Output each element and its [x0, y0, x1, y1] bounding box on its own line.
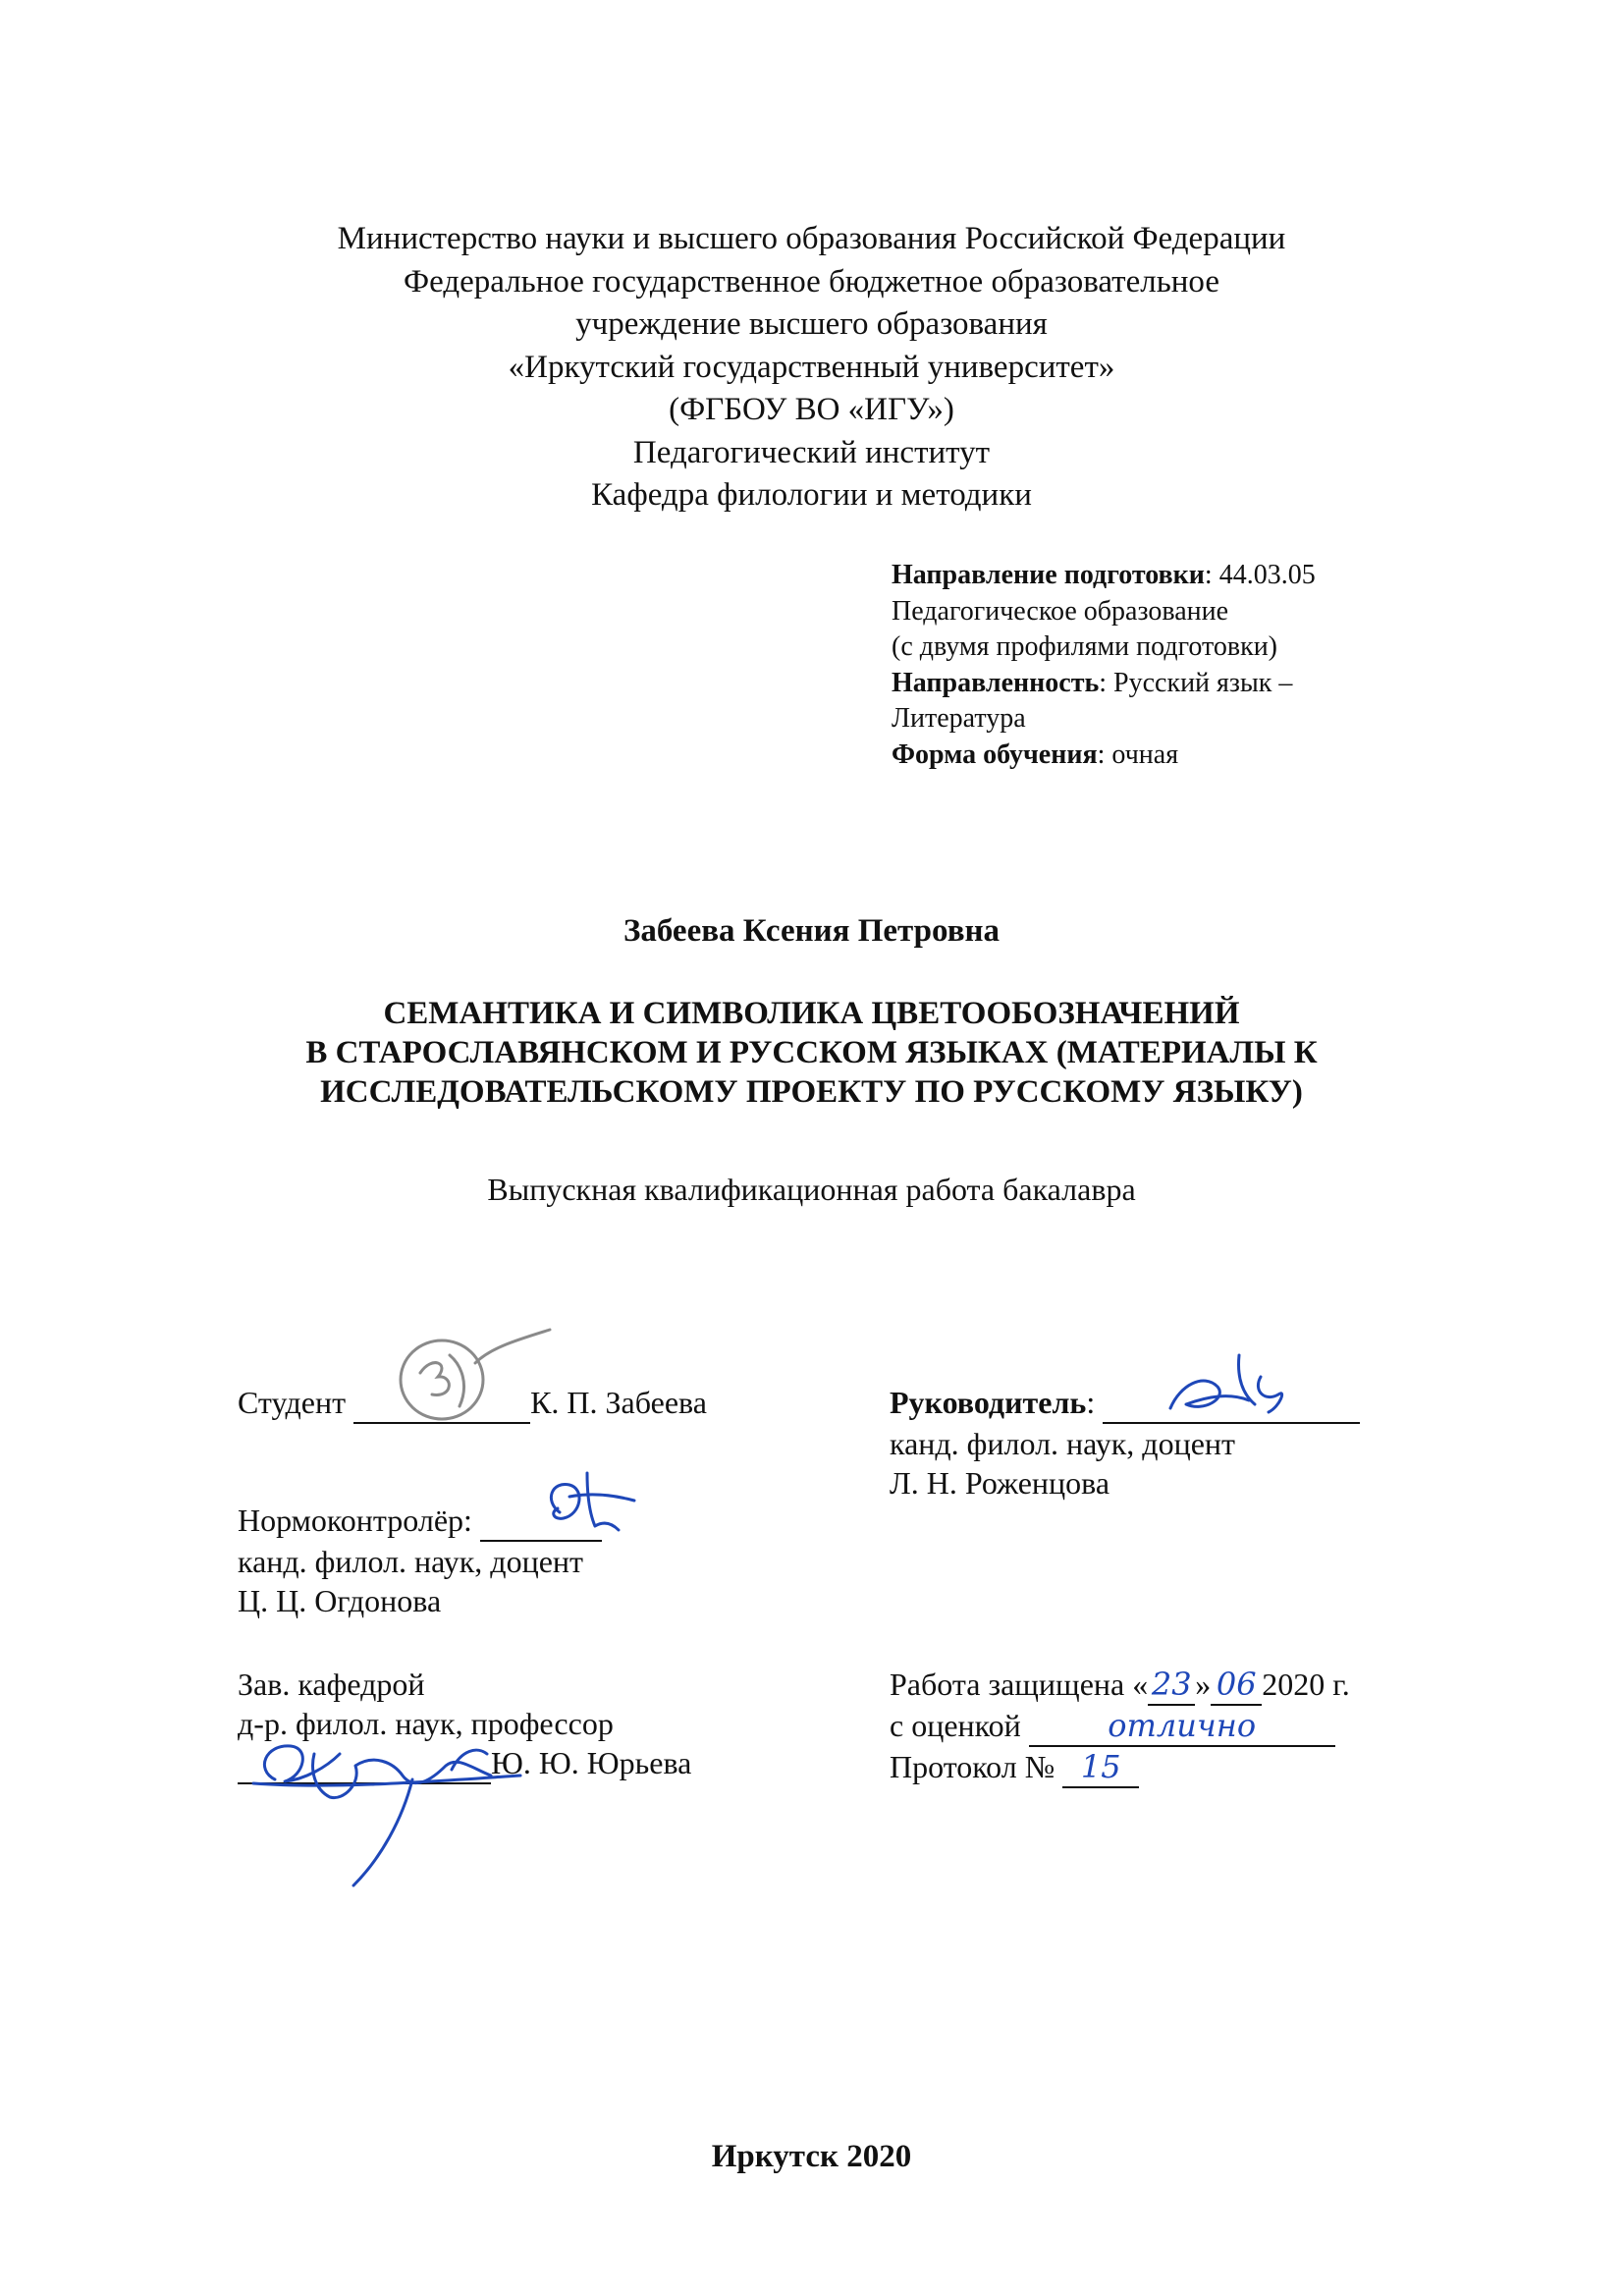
head-name: Ю. Ю. Юрьева — [491, 1745, 692, 1780]
header-line-abbrev: (ФГБОУ ВО «ИГУ») — [669, 392, 954, 427]
supervisor-signature-stroke — [1170, 1355, 1282, 1412]
form-line — [892, 738, 1316, 774]
supervisor-signature — [1159, 1347, 1316, 1426]
defense-grade-line — [890, 1706, 1350, 1747]
head-signature — [245, 1711, 530, 1887]
work-type: Выпускная квалификационная работа бакалавра — [487, 1172, 1136, 1207]
student-signature-loop — [401, 1340, 483, 1419]
focus-value: : Русский язык – — [1099, 667, 1293, 698]
supervisor-colon: : — [1086, 1385, 1096, 1420]
direction-value: : 44.03.05 — [1204, 560, 1316, 590]
title-line-2: В СТАРОСЛАВЯНСКОМ И РУССКОМ ЯЗЫКАХ (МАТЕРИАЛЫ К — [305, 1035, 1318, 1070]
student-label: Студент — [238, 1385, 347, 1420]
author-name: Забеева Ксения Петровна — [622, 913, 1001, 949]
focus-line — [892, 666, 1316, 702]
student-signature — [381, 1316, 568, 1434]
direction-line-2: Педагогическое образование — [892, 595, 1229, 627]
head-signature-stroke — [253, 1746, 520, 1886]
institution-header — [0, 218, 1623, 518]
header-line-university: «Иркутский государственный университет» — [508, 349, 1115, 385]
defense-block — [890, 1665, 1350, 1788]
defense-middle: » — [1195, 1667, 1212, 1702]
header-line-institute: Педагогический институт — [632, 434, 991, 470]
supervisor-label: Руководитель — [890, 1385, 1087, 1420]
defense-month: 06 — [1211, 1665, 1262, 1706]
study-info — [892, 558, 1316, 773]
defense-day: 23 — [1148, 1665, 1195, 1706]
normcontrol-name: Ц. Ц. Огдонова — [238, 1583, 442, 1618]
normcontrol-label: Нормоконтролёр: — [238, 1503, 472, 1538]
focus-line-2: Литература — [892, 703, 1026, 734]
defense-protocol-number: 15 — [1062, 1747, 1139, 1788]
direction-label: Направление подготовки — [892, 560, 1205, 590]
header-line-institution-type: учреждение высшего образования — [575, 306, 1048, 342]
header-line-institution: Федеральное государственное бюджетное образовательное — [404, 263, 1219, 300]
head-degree: д-р. филол. наук, профессор — [238, 1706, 614, 1741]
supervisor-name: Л. Н. Роженцова — [890, 1465, 1110, 1501]
form-label: Форма обучения — [892, 738, 1098, 770]
normcontrol-degree: канд. филол. наук, доцент — [238, 1544, 584, 1579]
defense-protocol-line — [890, 1747, 1350, 1788]
head-label: Зав. кафедрой — [238, 1667, 425, 1702]
direction-line — [892, 558, 1316, 594]
defense-date-line — [890, 1665, 1350, 1706]
title-line-1: СЕМАНТИКА И СИМВОЛИКА ЦВЕТООБОЗНАЧЕНИЙ — [383, 996, 1240, 1031]
defense-grade: отлично — [1029, 1706, 1335, 1747]
student-name: К. П. Забеева — [530, 1385, 707, 1420]
normcontrol-signature — [530, 1471, 658, 1550]
defense-text-before: Работа защищена « — [890, 1667, 1149, 1702]
normcontrol-signature-stroke — [551, 1473, 634, 1530]
defense-year: 2020 г. — [1262, 1667, 1350, 1702]
header-line-department: Кафедра филологии и методики — [591, 477, 1032, 513]
supervisor-degree: канд. филол. наук, доцент — [890, 1426, 1236, 1461]
title-line-3: ИССЛЕДОВАТЕЛЬСКОМУ ПРОЕКТУ ПО РУССКОМУ ЯЗЫКУ) — [320, 1074, 1303, 1110]
city-year: Иркутск 2020 — [711, 2139, 912, 2174]
form-value: : очная — [1097, 738, 1179, 770]
defense-protocol-label: Протокол № — [890, 1749, 1055, 1784]
direction-line-3: (с двумя профилями подготовки) — [892, 631, 1277, 662]
defense-grade-label: с оценкой — [890, 1708, 1021, 1743]
focus-label: Направленность — [892, 667, 1100, 698]
header-line-ministry: Министерство науки и высшего образования Российской Федерации — [337, 221, 1286, 256]
thesis-title — [0, 994, 1623, 1112]
